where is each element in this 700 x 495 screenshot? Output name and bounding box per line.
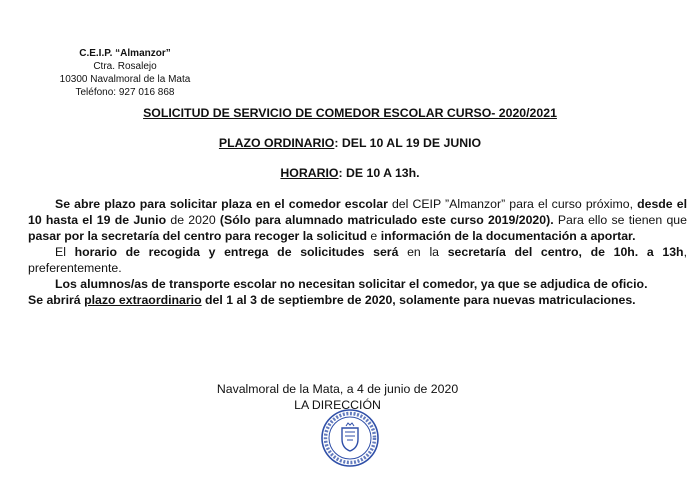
p1-s2: del CEIP ”Almanzor” para el curso próximo, — [387, 197, 633, 211]
p1-s9: información de la documentación a aportar. — [380, 229, 636, 243]
signer: LA DIRECCIÓN — [294, 398, 381, 412]
plazo-value: : DEL 10 AL 19 DE JUNIO — [334, 136, 482, 150]
school-street: Ctra. Rosalejo — [93, 61, 157, 72]
place-date: Navalmoral de la Mata, a 4 de junio de 2020 — [216, 382, 459, 396]
school-header — [50, 47, 200, 99]
p2-s5: , preferentemente. — [28, 245, 687, 275]
p4-s1: Se abrirá — [28, 293, 85, 307]
p1-s1: Se abre plazo para solicitar plaza en el comedor escolar — [55, 197, 388, 211]
p2-s3: en la — [398, 245, 448, 259]
school-phone: Teléfono: 927 016 868 — [75, 87, 175, 98]
p1-s4: de 2020 — [166, 213, 220, 227]
school-name: C.E.I.P. “Almanzor” — [79, 48, 171, 59]
p1-s5: (Sólo para alumnado matriculado este curso 2019/2020). — [219, 213, 554, 227]
horario-value: : DE 10 A 13h. — [338, 166, 420, 180]
p4-s3: del 1 al 3 de septiembre de 2020, solamente para nuevas matriculaciones. — [201, 293, 636, 307]
p2-s4: secretaría del centro, de 10h. a 13h — [447, 245, 684, 259]
paragraph-1 — [28, 196, 687, 244]
paragraph-3: Los alumnos/as de transporte escolar no necesitan solicitar el comedor, ya que se adjudica de oficio. — [55, 277, 648, 291]
notice-body — [28, 196, 687, 308]
horario-label: HORARIO — [280, 166, 339, 180]
p1-s3: desde el 10 hasta el 19 de Junio — [28, 197, 688, 227]
paragraph-4 — [28, 292, 687, 308]
school-stamp-icon — [320, 408, 380, 468]
horario-heading — [0, 166, 700, 180]
p4-s2: plazo extraordinario — [84, 293, 202, 307]
paragraph-2 — [28, 244, 687, 276]
document-title — [0, 106, 700, 120]
p2-s2: horario de recogida y entrega de solicitudes será — [74, 245, 399, 259]
p1-s6: Para ello se tienen que — [553, 213, 687, 227]
document-title-text: SOLICITUD DE SERVICIO DE COMEDOR ESCOLAR CURSO- 2020/2021 — [143, 106, 557, 120]
p1-s7: pasar por la secretaría del centro para recoger la solicitud — [28, 229, 367, 243]
p1-s8: e — [367, 229, 381, 243]
p2-s1: El — [55, 245, 75, 259]
plazo-ordinario-heading — [0, 136, 700, 150]
plazo-label: PLAZO ORDINARIO — [218, 136, 335, 150]
school-city: 10300 Navalmoral de la Mata — [59, 74, 191, 85]
